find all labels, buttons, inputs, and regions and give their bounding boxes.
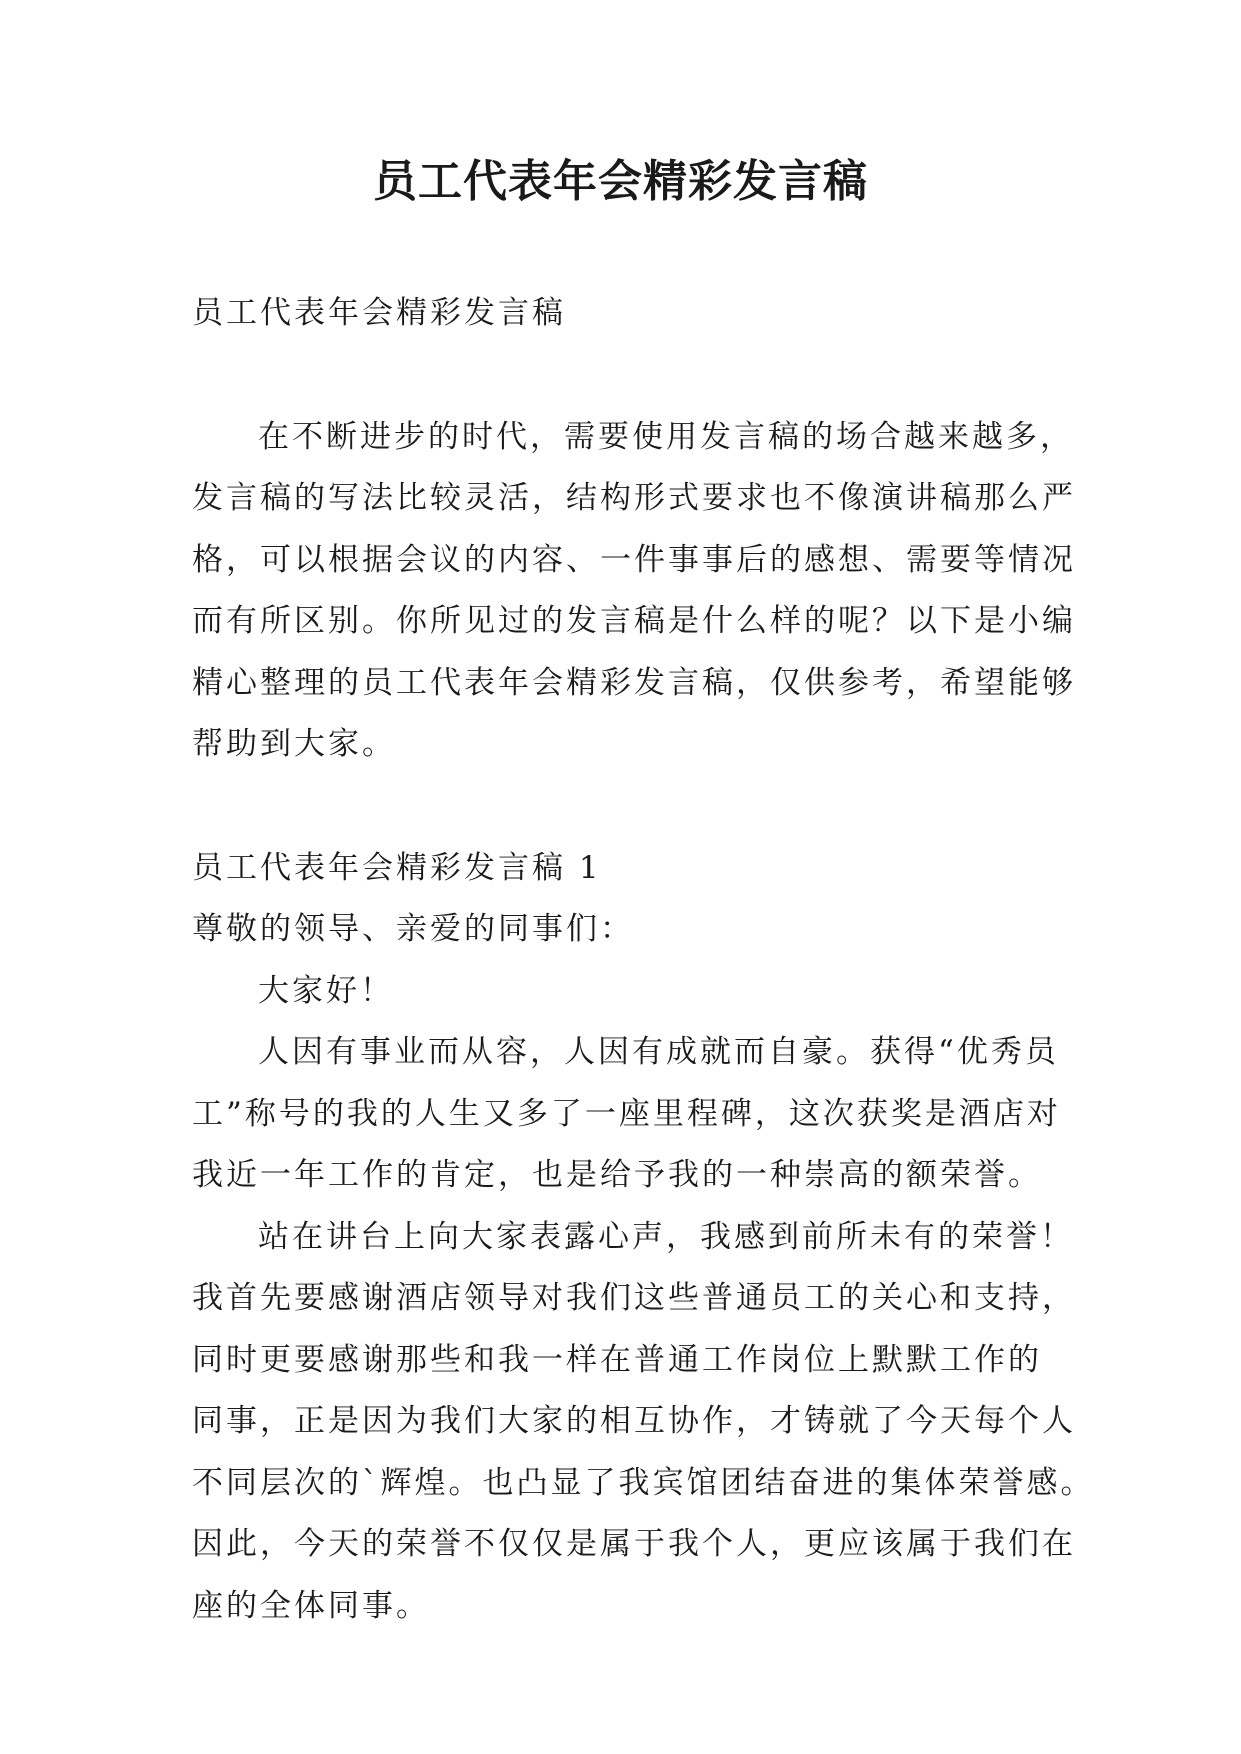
- salutation: 尊敬的领导、亲爱的同事们：: [192, 911, 634, 947]
- paragraph2-line-7: 座的全体同事。: [192, 1587, 430, 1624]
- greeting: 大家好！: [258, 972, 394, 1009]
- intro-line-4: 而有所区别。你所见过的发言稿是什么样的呢？以下是小编: [192, 603, 1076, 639]
- document-title: 员工代表年会精彩发言稿: [373, 156, 868, 207]
- paragraph2-line-4: 同事，正是因为我们大家的相互协作，才铸就了今天每个人: [192, 1403, 1076, 1439]
- intro-line-5: 精心整理的员工代表年会精彩发言稿，仅供参考，希望能够: [192, 664, 1076, 701]
- paragraph2-line-5: 不同层次的`辉煌。也凸显了我宾馆团结奋进的集体荣誉感。: [192, 1464, 1095, 1501]
- paragraph1-line-3: 我近一年工作的肯定，也是给予我的一种崇高的额荣誉。: [192, 1157, 1042, 1193]
- paragraph-spacer: [192, 345, 1062, 407]
- paragraph2-line-1: 站在讲台上向大家表露心声，我感到前所未有的荣誉！: [258, 1218, 1074, 1255]
- intro-line-1: 在不断进步的时代，需要使用发言稿的场合越来越多，: [258, 418, 1074, 455]
- document-subtitle: 员工代表年会精彩发言稿: [192, 295, 566, 331]
- section-heading: 员工代表年会精彩发言稿 1: [192, 849, 602, 886]
- intro-line-6: 帮助到大家。: [192, 726, 396, 762]
- paragraph-spacer: [192, 776, 1062, 838]
- paragraph2-line-3: 同时更要感谢那些和我一样在普通工作岗位上默默工作的: [192, 1341, 1042, 1378]
- document-body: [192, 283, 1095, 1637]
- intro-line-2: 发言稿的写法比较灵活，结构形式要求也不像演讲稿那么严: [192, 480, 1076, 516]
- intro-line-3: 格，可以根据会议的内容、一件事事后的感想、需要等情况: [192, 541, 1076, 578]
- paragraph2-line-2: 我首先要感谢酒店领导对我们这些普通员工的关心和支持，: [192, 1280, 1076, 1316]
- paragraph1-line-1: 人因有事业而从容，人因有成就而自豪。获得“优秀员: [258, 1034, 1059, 1070]
- paragraph2-line-6: 因此，今天的荣誉不仅仅是属于我个人，更应该属于我们在: [192, 1526, 1076, 1562]
- paragraph1-line-2: 工”称号的我的人生又多了一座里程碑，这次获奖是酒店对: [192, 1095, 1061, 1132]
